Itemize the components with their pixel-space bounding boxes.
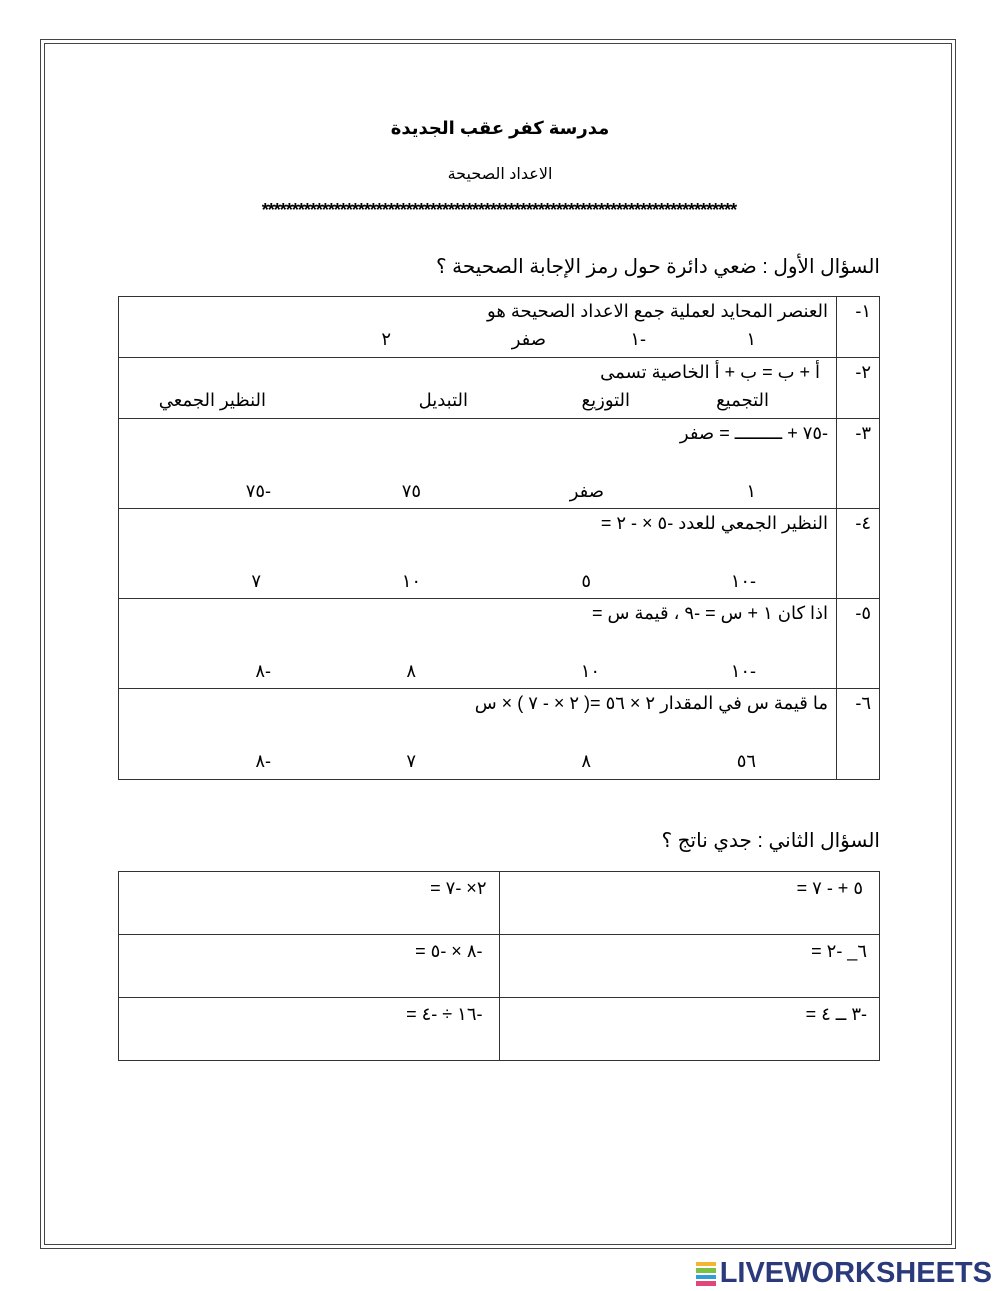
logo-stripe bbox=[696, 1262, 716, 1267]
q1-option[interactable]: ٨ bbox=[581, 751, 592, 771]
q1-question-text: العنصر المحايد لعملية جمع الاعداد الصحيحة هو bbox=[487, 301, 829, 321]
logo-stripe bbox=[696, 1275, 716, 1280]
q1-option[interactable]: ١ bbox=[746, 329, 757, 349]
q1-number: ٣- bbox=[837, 419, 880, 509]
q1-question-cell bbox=[119, 599, 837, 689]
q1-question-text: اذا كان ١ + س = -٩ ، قيمة س = bbox=[592, 603, 829, 623]
q2-cell-right[interactable] bbox=[499, 935, 880, 998]
q2-cell-left[interactable] bbox=[119, 872, 500, 935]
q2-cell-right[interactable] bbox=[499, 998, 880, 1061]
q1-option[interactable]: التبديل bbox=[418, 390, 469, 410]
q1-question-text: النظير الجمعي للعدد -٥ × - ٢ = bbox=[600, 513, 829, 533]
q1-option[interactable]: ١٠ bbox=[401, 571, 422, 591]
q2-row bbox=[119, 998, 880, 1061]
q1-option[interactable]: التجميع bbox=[716, 390, 770, 410]
q2-expression: ٥ + - ٧ = bbox=[796, 878, 863, 898]
q1-option[interactable]: ١ bbox=[746, 481, 757, 501]
q2-cell-left[interactable] bbox=[119, 935, 500, 998]
q1-question-text: أ + ب = ب + أ الخاصية تسمى bbox=[600, 362, 821, 382]
q1-question-cell bbox=[119, 358, 837, 419]
q1-option[interactable]: التوزيع bbox=[581, 390, 631, 410]
q1-option[interactable]: -١ bbox=[630, 329, 647, 349]
logo-stripe bbox=[696, 1281, 716, 1286]
q2-table bbox=[118, 871, 880, 1061]
q1-question-text: ما قيمة س في المقدار ٢ × ٥٦ =( ٢ × - ٧ ) × س bbox=[474, 693, 829, 713]
q2-expression: ٦_ -٢ = bbox=[811, 941, 867, 961]
q2-expression: ٢× -٧ = bbox=[430, 878, 487, 898]
q1-row bbox=[119, 599, 880, 689]
liveworksheets-logo bbox=[696, 1257, 992, 1290]
q1-option[interactable]: ٧٥ bbox=[401, 481, 422, 501]
logo-text: LIVEWORKSHEETS bbox=[719, 1257, 992, 1289]
subject-title: الاعداد الصحيحة bbox=[447, 166, 553, 183]
logo-stripe bbox=[696, 1268, 716, 1273]
q2-cell-right[interactable] bbox=[499, 872, 880, 935]
q2-expression: -٣ ــ ٤ = bbox=[805, 1004, 867, 1024]
q1-option[interactable]: ٢ bbox=[381, 329, 392, 349]
q1-option[interactable]: -٨ bbox=[255, 751, 272, 771]
q1-row bbox=[119, 689, 880, 780]
q1-row bbox=[119, 297, 880, 358]
q2-row bbox=[119, 935, 880, 998]
school-name: مدرسة كفر عقب الجديدة bbox=[390, 118, 610, 138]
q1-question-text: -٧٥ + ـــــــــ = صفر bbox=[679, 423, 829, 443]
stars-divider: ******************************************************************************* bbox=[261, 200, 737, 220]
q1-table bbox=[118, 296, 880, 780]
q1-heading: السؤال الأول : ضعي دائرة حول رمز الإجابة الصحيحة ؟ bbox=[435, 256, 880, 278]
q1-question-cell bbox=[119, 689, 837, 780]
q1-row bbox=[119, 358, 880, 419]
q1-row bbox=[119, 509, 880, 599]
q1-option[interactable]: ١٠ bbox=[580, 661, 601, 681]
q1-question-cell bbox=[119, 509, 837, 599]
q2-expression: -٨ × -٥ = bbox=[415, 941, 483, 961]
q1-option[interactable]: النظير الجمعي bbox=[158, 390, 267, 410]
q1-option[interactable]: ٧ bbox=[406, 751, 417, 771]
q1-option[interactable]: -٨ bbox=[255, 661, 272, 681]
liveworksheets-icon bbox=[696, 1261, 716, 1287]
q2-heading: السؤال الثاني : جدي ناتج ؟ bbox=[661, 830, 880, 852]
q1-question-cell bbox=[119, 419, 837, 509]
q1-option[interactable]: -١٠ bbox=[730, 661, 757, 681]
q1-option[interactable]: -١٠ bbox=[730, 571, 757, 591]
q2-cell-left[interactable] bbox=[119, 998, 500, 1061]
q1-option[interactable]: -٧٥ bbox=[245, 481, 272, 501]
q1-question-cell bbox=[119, 297, 837, 358]
q1-option[interactable]: صفر bbox=[511, 329, 547, 349]
q1-option[interactable]: ٨ bbox=[406, 661, 417, 681]
q1-option[interactable]: ٥٦ bbox=[736, 751, 757, 771]
q1-option[interactable]: صفر bbox=[569, 481, 605, 501]
q1-number: ٥- bbox=[837, 599, 880, 689]
q1-option[interactable]: ٧ bbox=[251, 571, 262, 591]
q1-number: ٢- bbox=[837, 358, 880, 419]
q1-option[interactable]: ٥ bbox=[581, 571, 592, 591]
q1-number: ٦- bbox=[837, 689, 880, 780]
q2-expression: -١٦ ÷ -٤ = bbox=[406, 1004, 483, 1024]
q2-row bbox=[119, 872, 880, 935]
q1-number: ١- bbox=[837, 297, 880, 358]
q1-row bbox=[119, 419, 880, 509]
q1-number: ٤- bbox=[837, 509, 880, 599]
